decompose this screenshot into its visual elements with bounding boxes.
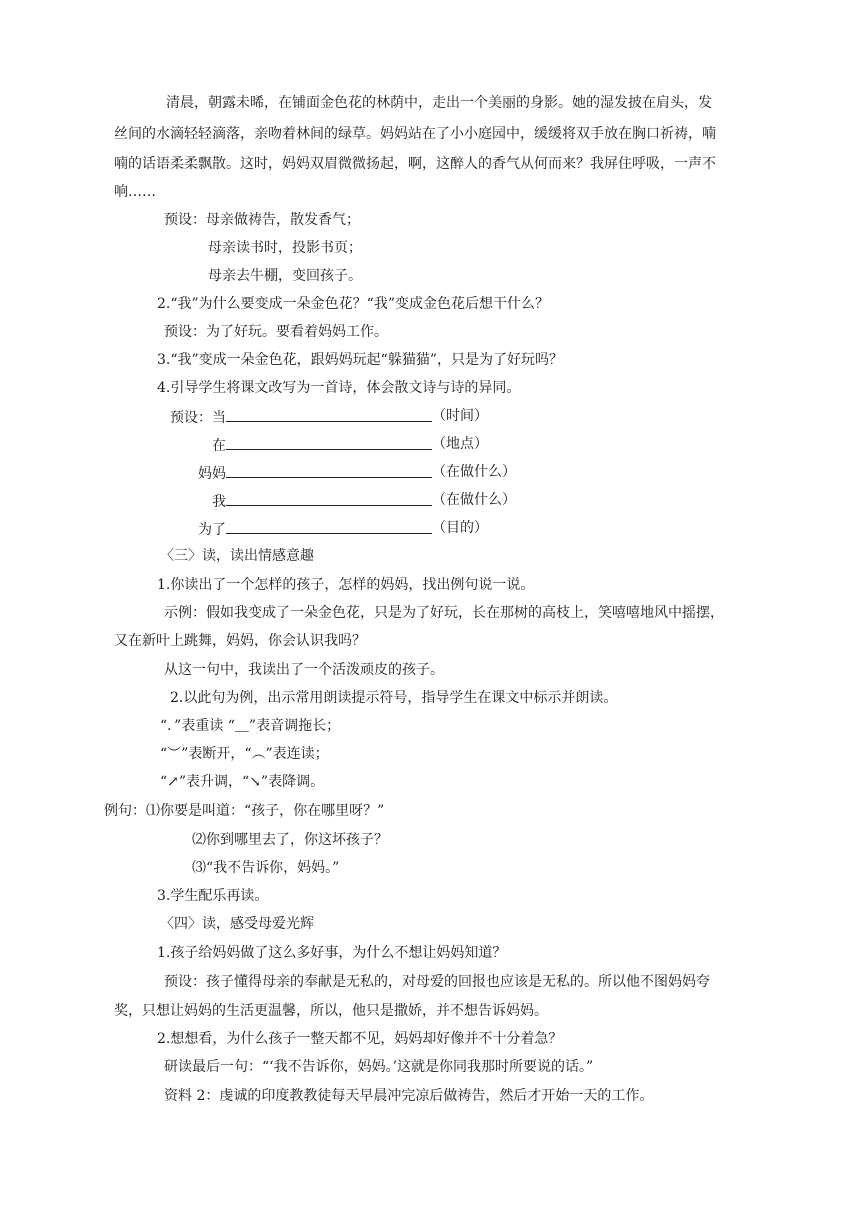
poem-prefix: [164, 434, 432, 456]
blank-line: [226, 406, 432, 422]
example-line: 从这一句中，我读出了一个活泼顽皮的孩子。: [164, 662, 444, 678]
example-line: 又在新叶上跳舞，妈妈，你会认识我吗？: [114, 633, 366, 649]
poem-note: （时间）: [432, 408, 488, 424]
question-line: 3.学生配乐再读。: [157, 888, 269, 904]
paragraph-line: 丝间的水滴轻轻滴落，亲吻着林间的绿草。妈妈站在了小小庭园中，缓缓将双手放在胸口祈祷，喃: [114, 126, 716, 142]
preset-line: 预设：为了好玩。要看着妈妈工作。: [164, 324, 388, 340]
paragraph-line: 清晨，朝露未晞，在铺面金色花的林荫中，走出一个美丽的身影。她的湿发披在肩头，发: [166, 95, 712, 111]
symbol-line: “↗”表升调，“↘”表降调。: [160, 774, 325, 790]
paragraph-line: 响……: [114, 184, 156, 200]
question-line: 1.孩子给妈妈做了这么多好事，为什么不想让妈妈知道？: [157, 945, 507, 961]
poem-prefix: [164, 518, 432, 540]
preset-line: 母亲读书时，投影书页；: [208, 240, 362, 256]
poem-prefix-text: 为了: [198, 522, 226, 538]
symbol-line: “︶”表断开，“︵”表连读；: [160, 746, 329, 762]
poem-note: （在做什么）: [432, 464, 516, 480]
poem-prefix-text: 在: [212, 438, 226, 454]
poem-prefix: [164, 406, 432, 428]
poem-prefix: [164, 462, 432, 484]
preset-line: 母亲去牛棚，变回孩子。: [208, 268, 362, 284]
poem-note: （目的）: [432, 520, 488, 536]
poem-prefix: [164, 490, 432, 512]
study-line: 研读最后一句：“‘我不告诉你，妈妈。’这就是你同我那时所要说的话。”: [164, 1059, 594, 1075]
symbol-line: “．”表重读 “＿”表音调拖长；: [160, 718, 341, 734]
poem-prefix-text: 妈妈: [198, 466, 226, 482]
blank-line: [226, 462, 432, 478]
poem-prefix-text: 我: [212, 494, 226, 510]
question-line: 1.你读出了一个怎样的孩子，怎样的妈妈，找出例句说一说。: [157, 577, 535, 593]
question-3: 3.“我”变成一朵金色花，跟妈妈玩起“躲猫猫”，只是为了好玩吗？: [157, 352, 563, 368]
example-sentence: 例句：⑴你要是叫道：“孩子，你在哪里呀？”: [104, 803, 385, 819]
blank-line: [226, 518, 432, 534]
preset-line: 预设：孩子懂得母亲的奉献是无私的，对母爱的回报也应该是无私的。所以他不图妈妈夸: [164, 974, 710, 990]
poem-note: （地点）: [432, 436, 488, 452]
question-line: 2.以此句为例，出示常用朗读提示符号，指导学生在课文中标示并朗读。: [170, 690, 618, 706]
poem-prefix-text: 预设：当: [170, 410, 226, 426]
example-sentence: ⑶“我不告诉你，妈妈。”: [192, 860, 340, 876]
section-heading: 〈三〉读，读出情感意趣: [160, 548, 314, 564]
question-4: 4.引导学生将课文改写为一首诗，体会散文诗与诗的异同。: [157, 380, 521, 396]
poem-note: （在做什么）: [432, 492, 516, 508]
example-sentence: ⑵你到哪里去了，你这坏孩子？: [192, 832, 388, 848]
question-2: 2.“我”为什么要变成一朵金色花？“我”变成金色花后想干什么？: [157, 296, 549, 312]
blank-line: [226, 490, 432, 506]
preset-line: 奖，只想让妈妈的生活更温馨，所以，他只是撒娇，并不想告诉妈妈。: [114, 1003, 548, 1019]
example-line: 示例：假如我变成了一朵金色花，只是为了好玩，长在那树的高枝上，笑嘻嘻地风中摇摆，: [164, 605, 724, 621]
question-line: 2.想想看，为什么孩子一整天都不见，妈妈却好像并不十分着急？: [157, 1031, 563, 1047]
material-line: 资料 2：虔诚的印度教教徒每天早晨冲完凉后做祷告，然后才开始一天的工作。: [164, 1088, 654, 1104]
preset-line: 预设：母亲做祷告，散发香气；: [164, 212, 360, 228]
paragraph-line: 喃的话语柔柔飘散。这时，妈妈双眉微微扬起，啊，这醉人的香气从何而来？我屏住呼吸，一声不: [114, 156, 716, 172]
section-heading: 〈四〉读，感受母爱光辉: [160, 916, 314, 932]
blank-line: [226, 434, 432, 450]
